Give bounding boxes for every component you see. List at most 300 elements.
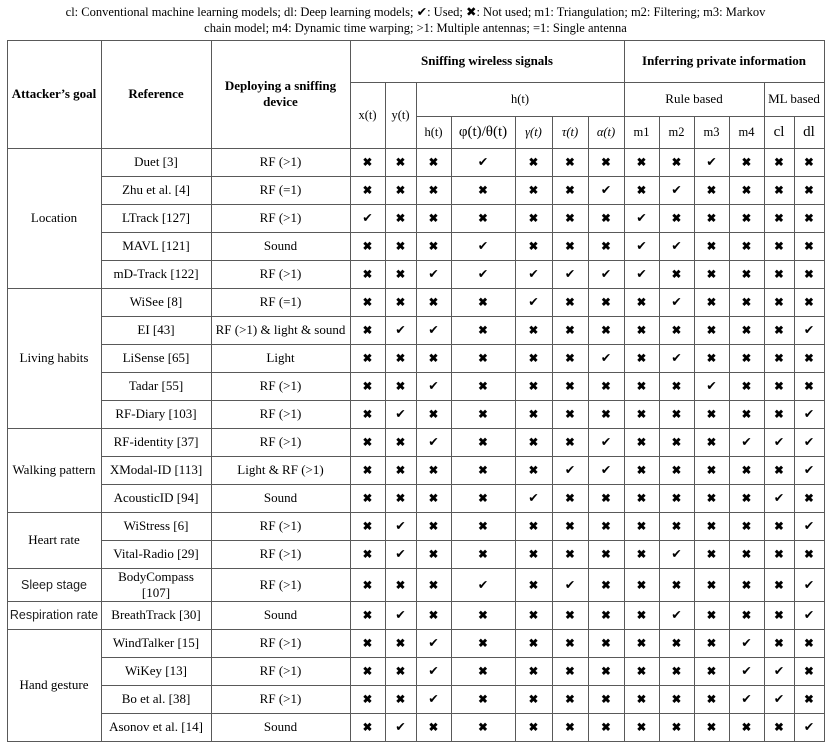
not-used-mark: ✖ bbox=[694, 428, 729, 456]
not-used-mark: ✖ bbox=[624, 657, 659, 685]
not-used-mark: ✖ bbox=[694, 288, 729, 316]
not-used-mark: ✖ bbox=[385, 456, 416, 484]
not-used-mark: ✖ bbox=[729, 204, 764, 232]
not-used-mark: ✖ bbox=[385, 260, 416, 288]
not-used-mark: ✖ bbox=[764, 232, 794, 260]
col-header-m2: m2 bbox=[659, 116, 694, 148]
not-used-mark: ✖ bbox=[794, 260, 824, 288]
not-used-mark: ✖ bbox=[588, 148, 624, 176]
not-used-mark: ✖ bbox=[552, 400, 588, 428]
caption-line-1: cl: Conventional machine learning models; dl: Deep learning models; ✔: Used; ✖: Not used; m1: Triangulation; m2: Filtering; m3: Markov bbox=[65, 5, 766, 19]
not-used-mark: ✖ bbox=[764, 260, 794, 288]
not-used-mark: ✖ bbox=[350, 176, 385, 204]
used-mark: ✔ bbox=[385, 400, 416, 428]
not-used-mark: ✖ bbox=[764, 601, 794, 629]
not-used-mark: ✖ bbox=[624, 148, 659, 176]
not-used-mark: ✖ bbox=[764, 176, 794, 204]
not-used-mark: ✖ bbox=[624, 629, 659, 657]
not-used-mark: ✖ bbox=[764, 400, 794, 428]
not-used-mark: ✖ bbox=[764, 148, 794, 176]
not-used-mark: ✖ bbox=[552, 484, 588, 512]
col-header-cl: cl bbox=[764, 116, 794, 148]
not-used-mark: ✖ bbox=[624, 568, 659, 601]
used-mark: ✔ bbox=[729, 629, 764, 657]
sniffing-device-cell: RF (>1) bbox=[211, 204, 350, 232]
attacker-goal-cell: Respiration rate bbox=[7, 601, 101, 629]
not-used-mark: ✖ bbox=[694, 204, 729, 232]
used-mark: ✔ bbox=[764, 685, 794, 713]
not-used-mark: ✖ bbox=[451, 601, 515, 629]
col-group-rule-based: Rule based bbox=[624, 82, 764, 116]
not-used-mark: ✖ bbox=[515, 316, 552, 344]
reference-cell: WiSee [8] bbox=[101, 288, 211, 316]
sniffing-device-cell: RF (>1) bbox=[211, 260, 350, 288]
used-mark: ✔ bbox=[416, 685, 451, 713]
used-mark: ✔ bbox=[416, 657, 451, 685]
used-mark: ✔ bbox=[624, 232, 659, 260]
not-used-mark: ✖ bbox=[694, 260, 729, 288]
col-group-inferring-private-information: Inferring private information bbox=[624, 40, 824, 82]
not-used-mark: ✖ bbox=[659, 713, 694, 741]
not-used-mark: ✖ bbox=[350, 372, 385, 400]
not-used-mark: ✖ bbox=[552, 204, 588, 232]
col-header-gamma: γ(t) bbox=[515, 116, 552, 148]
not-used-mark: ✖ bbox=[624, 316, 659, 344]
used-mark: ✔ bbox=[451, 148, 515, 176]
not-used-mark: ✖ bbox=[350, 344, 385, 372]
not-used-mark: ✖ bbox=[694, 176, 729, 204]
not-used-mark: ✖ bbox=[729, 400, 764, 428]
not-used-mark: ✖ bbox=[350, 288, 385, 316]
not-used-mark: ✖ bbox=[624, 176, 659, 204]
sniffing-device-cell: RF (>1) bbox=[211, 400, 350, 428]
not-used-mark: ✖ bbox=[659, 629, 694, 657]
not-used-mark: ✖ bbox=[552, 288, 588, 316]
not-used-mark: ✖ bbox=[552, 713, 588, 741]
sniffing-device-cell: RF (=1) bbox=[211, 176, 350, 204]
attacker-goal-cell: Location bbox=[7, 148, 101, 288]
table-row bbox=[7, 456, 824, 484]
attacker-goal-cell: Living habits bbox=[7, 288, 101, 428]
reference-cell: Asonov et al. [14] bbox=[101, 713, 211, 741]
table-row bbox=[7, 316, 824, 344]
used-mark: ✔ bbox=[416, 372, 451, 400]
col-header-dl: dl bbox=[794, 116, 824, 148]
not-used-mark: ✖ bbox=[552, 316, 588, 344]
not-used-mark: ✖ bbox=[385, 288, 416, 316]
not-used-mark: ✖ bbox=[350, 260, 385, 288]
used-mark: ✔ bbox=[515, 484, 552, 512]
not-used-mark: ✖ bbox=[451, 288, 515, 316]
col-group-ml-based: ML based bbox=[764, 82, 824, 116]
not-used-mark: ✖ bbox=[451, 204, 515, 232]
sniffing-device-cell: RF (>1) bbox=[211, 148, 350, 176]
used-mark: ✔ bbox=[624, 204, 659, 232]
table-row bbox=[7, 204, 824, 232]
not-used-mark: ✖ bbox=[552, 685, 588, 713]
not-used-mark: ✖ bbox=[729, 484, 764, 512]
caption-line-2: chain model; m4: Dynamic time warping; >1: Multiple antennas; =1: Single antenna bbox=[204, 21, 627, 36]
not-used-mark: ✖ bbox=[552, 148, 588, 176]
used-mark: ✔ bbox=[451, 232, 515, 260]
not-used-mark: ✖ bbox=[385, 372, 416, 400]
not-used-mark: ✖ bbox=[515, 456, 552, 484]
not-used-mark: ✖ bbox=[588, 204, 624, 232]
not-used-mark: ✖ bbox=[624, 428, 659, 456]
not-used-mark: ✖ bbox=[385, 484, 416, 512]
used-mark: ✔ bbox=[552, 260, 588, 288]
not-used-mark: ✖ bbox=[588, 657, 624, 685]
not-used-mark: ✖ bbox=[624, 288, 659, 316]
not-used-mark: ✖ bbox=[764, 204, 794, 232]
table-row bbox=[7, 629, 824, 657]
used-mark: ✔ bbox=[416, 316, 451, 344]
reference-cell: mD-Track [122] bbox=[101, 260, 211, 288]
col-header-m4: m4 bbox=[729, 116, 764, 148]
used-mark: ✔ bbox=[794, 316, 824, 344]
not-used-mark: ✖ bbox=[588, 540, 624, 568]
reference-cell: Bo et al. [38] bbox=[101, 685, 211, 713]
not-used-mark: ✖ bbox=[694, 484, 729, 512]
not-used-mark: ✖ bbox=[515, 232, 552, 260]
not-used-mark: ✖ bbox=[659, 685, 694, 713]
col-header-sniffing-device: Deploying a sniffing device bbox=[211, 40, 350, 148]
not-used-mark: ✖ bbox=[694, 713, 729, 741]
not-used-mark: ✖ bbox=[416, 148, 451, 176]
not-used-mark: ✖ bbox=[552, 512, 588, 540]
not-used-mark: ✖ bbox=[659, 484, 694, 512]
reference-cell: Zhu et al. [4] bbox=[101, 176, 211, 204]
not-used-mark: ✖ bbox=[385, 232, 416, 260]
not-used-mark: ✖ bbox=[624, 400, 659, 428]
not-used-mark: ✖ bbox=[764, 568, 794, 601]
sniffing-device-cell: Light & RF (>1) bbox=[211, 456, 350, 484]
not-used-mark: ✖ bbox=[451, 400, 515, 428]
table-row bbox=[7, 288, 824, 316]
not-used-mark: ✖ bbox=[416, 400, 451, 428]
not-used-mark: ✖ bbox=[588, 685, 624, 713]
used-mark: ✔ bbox=[794, 713, 824, 741]
not-used-mark: ✖ bbox=[350, 232, 385, 260]
table-header bbox=[7, 40, 824, 148]
not-used-mark: ✖ bbox=[764, 344, 794, 372]
table-row bbox=[7, 601, 824, 629]
not-used-mark: ✖ bbox=[515, 629, 552, 657]
sniffing-device-cell: Sound bbox=[211, 601, 350, 629]
reference-cell: AcousticID [94] bbox=[101, 484, 211, 512]
sniffing-device-cell: RF (>1) bbox=[211, 372, 350, 400]
not-used-mark: ✖ bbox=[764, 512, 794, 540]
not-used-mark: ✖ bbox=[659, 428, 694, 456]
not-used-mark: ✖ bbox=[694, 316, 729, 344]
table-row bbox=[7, 657, 824, 685]
used-mark: ✔ bbox=[385, 713, 416, 741]
not-used-mark: ✖ bbox=[416, 540, 451, 568]
not-used-mark: ✖ bbox=[794, 372, 824, 400]
not-used-mark: ✖ bbox=[416, 456, 451, 484]
sniffing-device-cell: Sound bbox=[211, 713, 350, 741]
sniffing-device-cell: RF (>1) bbox=[211, 629, 350, 657]
not-used-mark: ✖ bbox=[416, 601, 451, 629]
sniffing-device-cell: RF (=1) bbox=[211, 288, 350, 316]
not-used-mark: ✖ bbox=[694, 512, 729, 540]
not-used-mark: ✖ bbox=[659, 456, 694, 484]
reference-cell: BodyCompass [107] bbox=[101, 568, 211, 601]
not-used-mark: ✖ bbox=[451, 657, 515, 685]
table-row bbox=[7, 232, 824, 260]
not-used-mark: ✖ bbox=[350, 568, 385, 601]
not-used-mark: ✖ bbox=[552, 232, 588, 260]
not-used-mark: ✖ bbox=[451, 344, 515, 372]
not-used-mark: ✖ bbox=[350, 456, 385, 484]
reference-cell: RF-Diary [103] bbox=[101, 400, 211, 428]
reference-cell: BreathTrack [30] bbox=[101, 601, 211, 629]
not-used-mark: ✖ bbox=[624, 456, 659, 484]
not-used-mark: ✖ bbox=[794, 540, 824, 568]
used-mark: ✔ bbox=[451, 260, 515, 288]
not-used-mark: ✖ bbox=[694, 540, 729, 568]
used-mark: ✔ bbox=[588, 176, 624, 204]
used-mark: ✔ bbox=[729, 685, 764, 713]
not-used-mark: ✖ bbox=[385, 176, 416, 204]
not-used-mark: ✖ bbox=[515, 713, 552, 741]
used-mark: ✔ bbox=[416, 428, 451, 456]
not-used-mark: ✖ bbox=[729, 260, 764, 288]
not-used-mark: ✖ bbox=[659, 316, 694, 344]
not-used-mark: ✖ bbox=[385, 629, 416, 657]
not-used-mark: ✖ bbox=[659, 657, 694, 685]
table-row bbox=[7, 148, 824, 176]
not-used-mark: ✖ bbox=[588, 713, 624, 741]
attacker-goal-cell: Hand gesture bbox=[7, 629, 101, 741]
not-used-mark: ✖ bbox=[451, 428, 515, 456]
not-used-mark: ✖ bbox=[764, 288, 794, 316]
not-used-mark: ✖ bbox=[729, 601, 764, 629]
not-used-mark: ✖ bbox=[729, 713, 764, 741]
not-used-mark: ✖ bbox=[729, 456, 764, 484]
used-mark: ✔ bbox=[764, 657, 794, 685]
reference-cell: Duet [3] bbox=[101, 148, 211, 176]
not-used-mark: ✖ bbox=[416, 713, 451, 741]
not-used-mark: ✖ bbox=[624, 601, 659, 629]
attacker-goal-cell: Heart rate bbox=[7, 512, 101, 568]
not-used-mark: ✖ bbox=[515, 372, 552, 400]
not-used-mark: ✖ bbox=[385, 344, 416, 372]
used-mark: ✔ bbox=[385, 540, 416, 568]
col-header-yt: y(t) bbox=[385, 82, 416, 148]
sniffing-device-cell: RF (>1) bbox=[211, 540, 350, 568]
not-used-mark: ✖ bbox=[451, 176, 515, 204]
sniffing-device-cell: RF (>1) bbox=[211, 512, 350, 540]
not-used-mark: ✖ bbox=[694, 232, 729, 260]
not-used-mark: ✖ bbox=[764, 316, 794, 344]
not-used-mark: ✖ bbox=[764, 629, 794, 657]
col-header-reference: Reference bbox=[101, 40, 211, 148]
used-mark: ✔ bbox=[624, 260, 659, 288]
used-mark: ✔ bbox=[659, 540, 694, 568]
not-used-mark: ✖ bbox=[729, 512, 764, 540]
used-mark: ✔ bbox=[659, 344, 694, 372]
sniffing-device-cell: RF (>1) & light & sound bbox=[211, 316, 350, 344]
not-used-mark: ✖ bbox=[764, 540, 794, 568]
not-used-mark: ✖ bbox=[350, 713, 385, 741]
reference-cell: WindTalker [15] bbox=[101, 629, 211, 657]
used-mark: ✔ bbox=[794, 601, 824, 629]
used-mark: ✔ bbox=[659, 601, 694, 629]
table-row bbox=[7, 484, 824, 512]
not-used-mark: ✖ bbox=[552, 629, 588, 657]
not-used-mark: ✖ bbox=[416, 232, 451, 260]
not-used-mark: ✖ bbox=[385, 568, 416, 601]
not-used-mark: ✖ bbox=[552, 372, 588, 400]
not-used-mark: ✖ bbox=[588, 316, 624, 344]
used-mark: ✔ bbox=[794, 568, 824, 601]
not-used-mark: ✖ bbox=[624, 512, 659, 540]
not-used-mark: ✖ bbox=[515, 601, 552, 629]
not-used-mark: ✖ bbox=[451, 540, 515, 568]
not-used-mark: ✖ bbox=[451, 512, 515, 540]
table-row bbox=[7, 176, 824, 204]
not-used-mark: ✖ bbox=[350, 685, 385, 713]
used-mark: ✔ bbox=[794, 428, 824, 456]
not-used-mark: ✖ bbox=[794, 629, 824, 657]
not-used-mark: ✖ bbox=[694, 685, 729, 713]
not-used-mark: ✖ bbox=[794, 232, 824, 260]
col-header-ht: h(t) bbox=[416, 116, 451, 148]
not-used-mark: ✖ bbox=[794, 657, 824, 685]
used-mark: ✔ bbox=[385, 316, 416, 344]
not-used-mark: ✖ bbox=[515, 428, 552, 456]
sniffing-device-cell: RF (>1) bbox=[211, 428, 350, 456]
not-used-mark: ✖ bbox=[588, 629, 624, 657]
not-used-mark: ✖ bbox=[385, 428, 416, 456]
not-used-mark: ✖ bbox=[515, 540, 552, 568]
reference-cell: WiKey [13] bbox=[101, 657, 211, 685]
not-used-mark: ✖ bbox=[729, 372, 764, 400]
table-row bbox=[7, 400, 824, 428]
used-mark: ✔ bbox=[659, 176, 694, 204]
not-used-mark: ✖ bbox=[624, 685, 659, 713]
used-mark: ✔ bbox=[694, 372, 729, 400]
used-mark: ✔ bbox=[729, 657, 764, 685]
not-used-mark: ✖ bbox=[588, 400, 624, 428]
not-used-mark: ✖ bbox=[624, 484, 659, 512]
not-used-mark: ✖ bbox=[659, 148, 694, 176]
not-used-mark: ✖ bbox=[350, 484, 385, 512]
not-used-mark: ✖ bbox=[515, 568, 552, 601]
used-mark: ✔ bbox=[588, 344, 624, 372]
sniffing-device-cell: Sound bbox=[211, 232, 350, 260]
not-used-mark: ✖ bbox=[451, 456, 515, 484]
not-used-mark: ✖ bbox=[729, 176, 764, 204]
not-used-mark: ✖ bbox=[416, 176, 451, 204]
used-mark: ✔ bbox=[729, 428, 764, 456]
reference-cell: LTrack [127] bbox=[101, 204, 211, 232]
used-mark: ✔ bbox=[515, 288, 552, 316]
table-row bbox=[7, 344, 824, 372]
used-mark: ✔ bbox=[385, 601, 416, 629]
table-row bbox=[7, 685, 824, 713]
table-row bbox=[7, 428, 824, 456]
comparison-table bbox=[7, 40, 825, 742]
col-group-ht: h(t) bbox=[416, 82, 624, 116]
not-used-mark: ✖ bbox=[588, 484, 624, 512]
not-used-mark: ✖ bbox=[659, 372, 694, 400]
not-used-mark: ✖ bbox=[515, 400, 552, 428]
not-used-mark: ✖ bbox=[385, 685, 416, 713]
used-mark: ✔ bbox=[764, 484, 794, 512]
not-used-mark: ✖ bbox=[416, 288, 451, 316]
not-used-mark: ✖ bbox=[515, 148, 552, 176]
not-used-mark: ✖ bbox=[659, 400, 694, 428]
not-used-mark: ✖ bbox=[794, 344, 824, 372]
not-used-mark: ✖ bbox=[764, 456, 794, 484]
table-body bbox=[7, 148, 824, 741]
not-used-mark: ✖ bbox=[659, 512, 694, 540]
not-used-mark: ✖ bbox=[794, 204, 824, 232]
not-used-mark: ✖ bbox=[729, 148, 764, 176]
not-used-mark: ✖ bbox=[451, 372, 515, 400]
not-used-mark: ✖ bbox=[729, 316, 764, 344]
not-used-mark: ✖ bbox=[729, 540, 764, 568]
not-used-mark: ✖ bbox=[764, 713, 794, 741]
not-used-mark: ✖ bbox=[729, 232, 764, 260]
not-used-mark: ✖ bbox=[451, 629, 515, 657]
sniffing-device-cell: RF (>1) bbox=[211, 568, 350, 601]
not-used-mark: ✖ bbox=[451, 685, 515, 713]
not-used-mark: ✖ bbox=[794, 685, 824, 713]
not-used-mark: ✖ bbox=[416, 344, 451, 372]
used-mark: ✔ bbox=[694, 148, 729, 176]
table-caption bbox=[0, 0, 831, 40]
col-group-sniffing-wireless-signals: Sniffing wireless signals bbox=[350, 40, 624, 82]
not-used-mark: ✖ bbox=[515, 204, 552, 232]
not-used-mark: ✖ bbox=[729, 288, 764, 316]
col-header-m3: m3 bbox=[694, 116, 729, 148]
not-used-mark: ✖ bbox=[588, 512, 624, 540]
not-used-mark: ✖ bbox=[694, 657, 729, 685]
not-used-mark: ✖ bbox=[588, 568, 624, 601]
not-used-mark: ✖ bbox=[588, 372, 624, 400]
not-used-mark: ✖ bbox=[659, 260, 694, 288]
used-mark: ✔ bbox=[515, 260, 552, 288]
not-used-mark: ✖ bbox=[794, 148, 824, 176]
not-used-mark: ✖ bbox=[588, 288, 624, 316]
table-row bbox=[7, 568, 824, 601]
table-row bbox=[7, 260, 824, 288]
reference-cell: MAVL [121] bbox=[101, 232, 211, 260]
sniffing-device-cell: Sound bbox=[211, 484, 350, 512]
attacker-goal-cell: Walking pattern bbox=[7, 428, 101, 512]
not-used-mark: ✖ bbox=[350, 428, 385, 456]
not-used-mark: ✖ bbox=[515, 344, 552, 372]
reference-cell: WiStress [6] bbox=[101, 512, 211, 540]
not-used-mark: ✖ bbox=[694, 568, 729, 601]
not-used-mark: ✖ bbox=[694, 456, 729, 484]
used-mark: ✔ bbox=[588, 456, 624, 484]
used-mark: ✔ bbox=[416, 629, 451, 657]
used-mark: ✔ bbox=[385, 512, 416, 540]
not-used-mark: ✖ bbox=[659, 204, 694, 232]
used-mark: ✔ bbox=[764, 428, 794, 456]
not-used-mark: ✖ bbox=[794, 484, 824, 512]
not-used-mark: ✖ bbox=[552, 540, 588, 568]
used-mark: ✔ bbox=[552, 568, 588, 601]
used-mark: ✔ bbox=[659, 232, 694, 260]
used-mark: ✔ bbox=[588, 260, 624, 288]
table-row bbox=[7, 372, 824, 400]
not-used-mark: ✖ bbox=[350, 148, 385, 176]
